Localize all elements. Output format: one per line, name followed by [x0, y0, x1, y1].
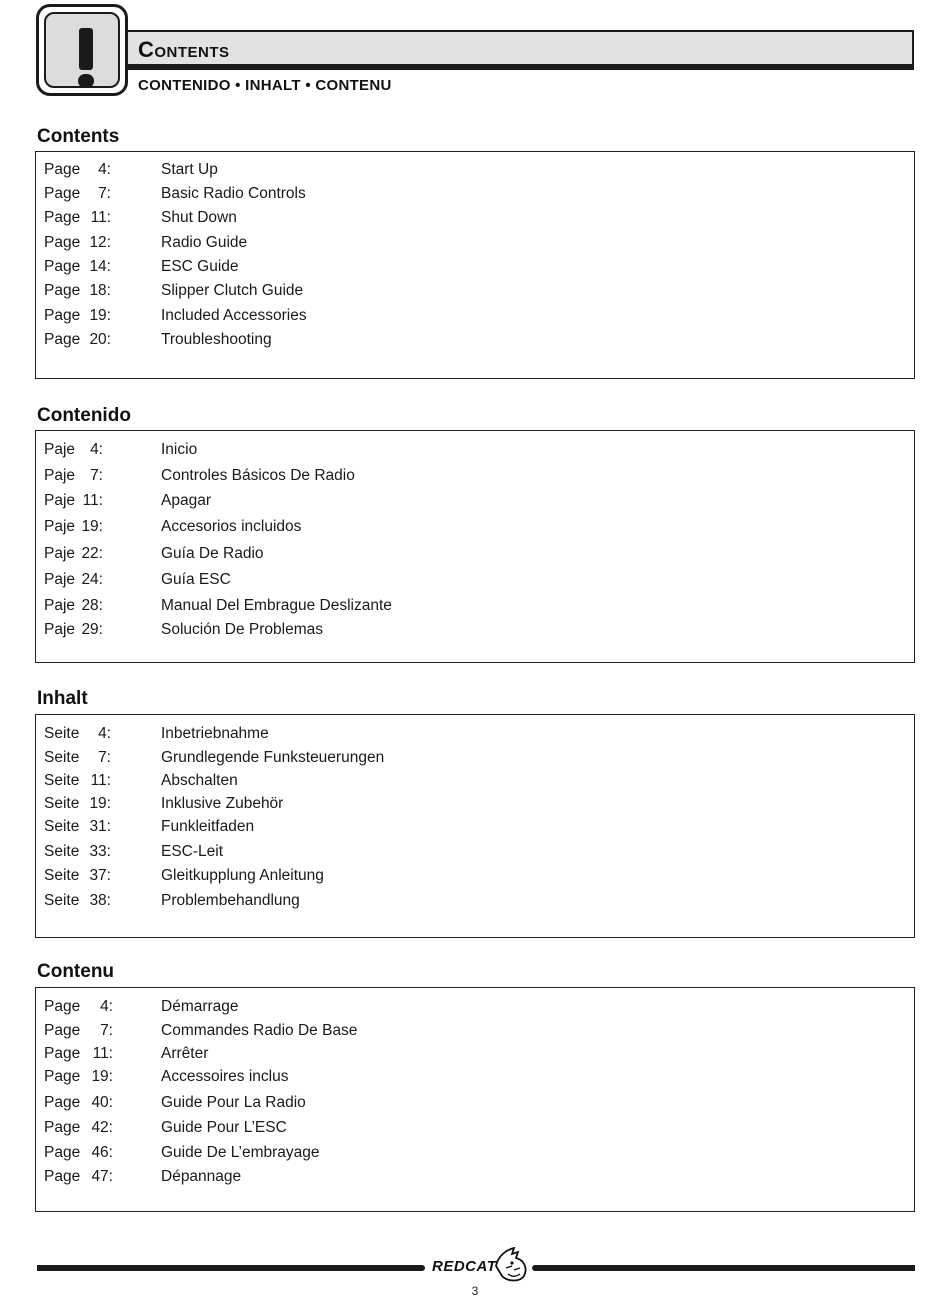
- page-word: Paje: [44, 518, 76, 535]
- page-word: Page: [44, 307, 81, 324]
- page-number: 14:: [89, 258, 111, 275]
- page-number: 19:: [91, 1068, 113, 1085]
- section-heading: Contenu: [37, 961, 115, 982]
- page-number: 7:: [90, 467, 103, 484]
- page-word: Paje: [44, 467, 76, 484]
- section-heading: Inhalt: [37, 688, 88, 709]
- page-word: Page: [44, 161, 81, 178]
- page-number: 4:: [98, 161, 111, 178]
- page-word: Page: [44, 1068, 81, 1085]
- entry-title: Accessoires inclus: [161, 1068, 289, 1085]
- entry-title: Troubleshooting: [161, 331, 272, 348]
- page-word: Page: [44, 1022, 81, 1039]
- entry-title: Guide Pour L’ESC: [161, 1119, 287, 1136]
- page-number: 4:: [98, 725, 111, 742]
- page-word: Page: [44, 998, 81, 1015]
- page-word: Page: [44, 1045, 81, 1062]
- entry-title: ESC Guide: [161, 258, 239, 275]
- logo-text: REDCAT: [432, 1258, 497, 1275]
- entry-title: Abschalten: [161, 772, 238, 789]
- page-number: 19:: [89, 307, 111, 324]
- page-word: Page: [44, 1168, 81, 1185]
- page-number: 18:: [89, 282, 111, 299]
- page-word: Page: [44, 258, 81, 275]
- entry-title: Inbetriebnahme: [161, 725, 269, 742]
- page-word: Paje: [44, 621, 76, 638]
- page-word: Page: [44, 1094, 81, 1111]
- page-number: 4:: [100, 998, 113, 1015]
- page-number: 12:: [89, 234, 111, 251]
- page-number: 11:: [82, 492, 103, 509]
- entry-title: Manual Del Embrague Deslizante: [161, 597, 392, 614]
- page-word: Page: [44, 1144, 81, 1161]
- page-word: Paje: [44, 492, 76, 509]
- page-number: 47:: [91, 1168, 113, 1185]
- page-word: Seite: [44, 843, 80, 860]
- page-word: Page: [44, 209, 81, 226]
- page-number: 7:: [98, 185, 111, 202]
- page-word: Paje: [44, 597, 76, 614]
- page-word: Seite: [44, 749, 80, 766]
- page-number: 38:: [89, 892, 111, 909]
- toc-box-spanish: [35, 430, 915, 663]
- page-word: Seite: [44, 892, 80, 909]
- page-word: Page: [44, 234, 81, 251]
- page-number: 46:: [91, 1144, 113, 1161]
- page-word: Paje: [44, 571, 76, 588]
- page-word: Seite: [44, 772, 80, 789]
- toc-box-german: [35, 714, 915, 938]
- warning-badge: [36, 4, 128, 96]
- entry-title: Guide Pour La Radio: [161, 1094, 306, 1111]
- page-word: Seite: [44, 725, 80, 742]
- page-number: 28:: [81, 597, 103, 614]
- page-number: 33:: [89, 843, 111, 860]
- entry-title: Accesorios incluidos: [161, 518, 302, 535]
- entry-title: Start Up: [161, 161, 218, 178]
- page-title: Contents: [138, 37, 230, 62]
- page-subtitle: CONTENIDO • INHALT • CONTENU: [138, 77, 392, 94]
- entry-title: Slipper Clutch Guide: [161, 282, 304, 299]
- page-number: 40:: [91, 1094, 113, 1111]
- page-number: 7:: [100, 1022, 113, 1039]
- page-number: 31:: [89, 818, 111, 835]
- page-number: 19:: [81, 518, 103, 535]
- page-word: Page: [44, 1119, 81, 1136]
- entry-title: Guía De Radio: [161, 545, 264, 562]
- entry-title: Dépannage: [161, 1168, 242, 1185]
- entry-title: Guía ESC: [161, 571, 231, 588]
- entry-title: Inicio: [161, 441, 198, 458]
- section-heading: Contenido: [37, 405, 131, 426]
- page-word: Page: [44, 185, 81, 202]
- entry-title: ESC-Leit: [161, 843, 224, 860]
- entry-title: Funkleitfaden: [161, 818, 255, 835]
- page-number: 11:: [90, 209, 111, 226]
- entry-title: Shut Down: [161, 209, 237, 226]
- page-word: Seite: [44, 818, 80, 835]
- entry-title: Apagar: [161, 492, 211, 509]
- section-heading: Contents: [37, 126, 120, 147]
- page-word: Seite: [44, 867, 80, 884]
- page-word: Page: [44, 282, 81, 299]
- page-number: 24:: [81, 571, 103, 588]
- toc-box-english: [35, 151, 915, 379]
- page-word: Page: [44, 331, 81, 348]
- header-band: [128, 30, 914, 70]
- entry-title: Solución De Problemas: [161, 621, 323, 638]
- page-number: 29:: [81, 621, 103, 638]
- redcat-logo: [428, 1244, 532, 1284]
- entry-title: Gleitkupplung Anleitung: [161, 867, 324, 884]
- exclamation-icon: [44, 12, 120, 88]
- page-number: 4:: [90, 441, 103, 458]
- page-number: 42:: [91, 1119, 113, 1136]
- entry-title: Grundlegende Funksteuerungen: [161, 749, 385, 766]
- entry-title: Guide De L’embrayage: [161, 1144, 320, 1161]
- page-word: Paje: [44, 441, 76, 458]
- toc-box-french: [35, 987, 915, 1212]
- page-number: 11:: [90, 772, 111, 789]
- entry-title: Commandes Radio De Base: [161, 1022, 358, 1039]
- entry-title: Démarrage: [161, 998, 239, 1015]
- page-number: 19:: [89, 795, 111, 812]
- footer-rule-right: [532, 1265, 915, 1271]
- entry-title: Inklusive Zubehör: [161, 795, 284, 812]
- entry-title: Arrêter: [161, 1045, 209, 1062]
- page-number: 22:: [81, 545, 103, 562]
- page-number: 11:: [92, 1045, 113, 1062]
- page-word: Paje: [44, 545, 76, 562]
- page-number-footer: 3: [471, 1284, 479, 1298]
- entry-title: Controles Básicos De Radio: [161, 467, 355, 484]
- page-number: 7:: [98, 749, 111, 766]
- entry-title: Problembehandlung: [161, 892, 300, 909]
- footer-rule-left: [37, 1265, 425, 1271]
- entry-title: Basic Radio Controls: [161, 185, 306, 202]
- page-number: 37:: [89, 867, 111, 884]
- page-word: Seite: [44, 795, 80, 812]
- entry-title: Included Accessories: [161, 307, 307, 324]
- page-number: 20:: [89, 331, 111, 348]
- entry-title: Radio Guide: [161, 234, 248, 251]
